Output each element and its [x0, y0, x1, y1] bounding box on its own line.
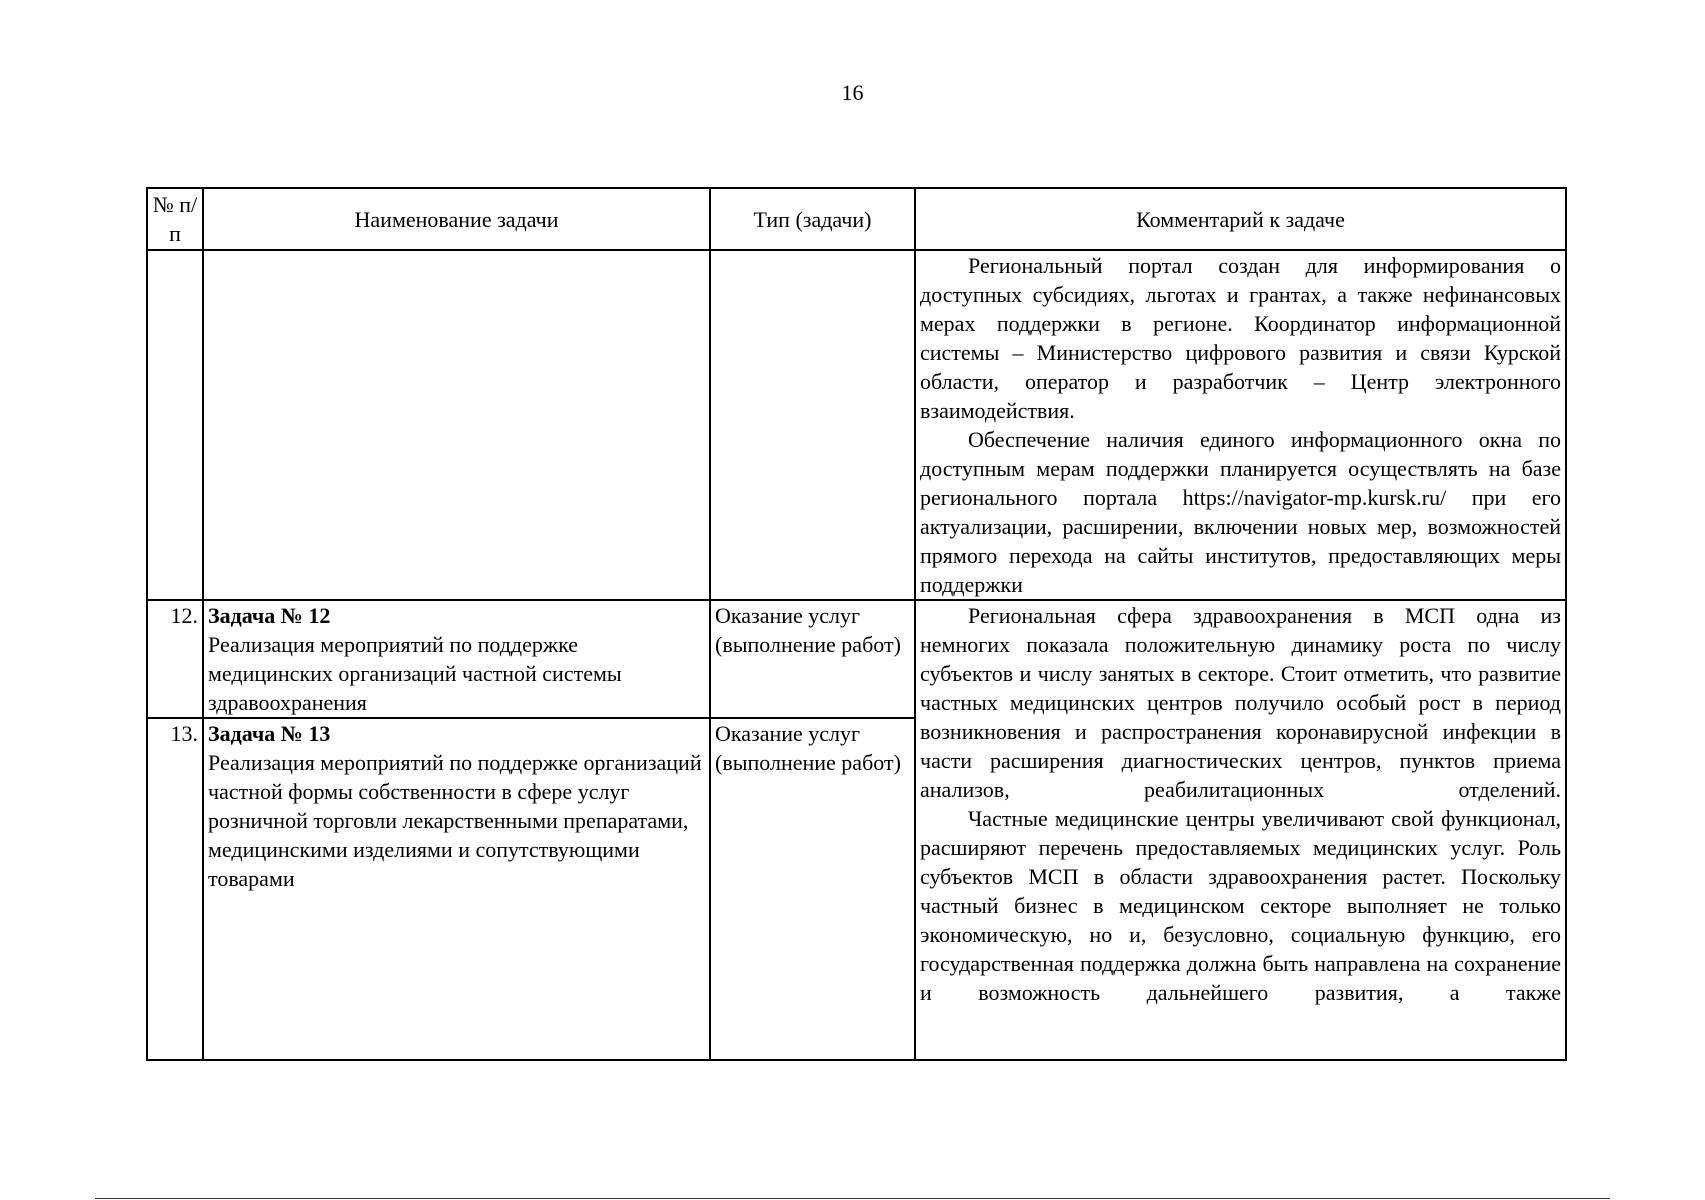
cell-num: 13.: [147, 718, 203, 1060]
task-title: Задача № 12: [208, 603, 331, 628]
header-comment: Комментарий к задаче: [915, 188, 1566, 250]
cell-type-empty: [710, 250, 915, 600]
comment-paragraph: Региональная сфера здравоохранения в МСП одна из немногих показала положительную динамику роста по числу субъектов и числу занятых в секторе. Стоит отметить, что развитие частных медицинских центров получило особый рост в период возникновения и распространения коронавирусной инфекции в части расширения диагностических центров, пунктов приема анализов, реабилитационных отделений.: [920, 603, 1561, 802]
task-description: Реализация мероприятий по поддержке организаций частной формы собственности в сфере услуг розничной торговли лекарственными препаратами, медицинскими изделиями и сопутствующими товарами: [208, 750, 702, 891]
cell-task-name: [203, 718, 710, 1060]
table-row-continued: [147, 250, 1566, 600]
table-row-task-12: [147, 600, 1566, 718]
task-title: Задача № 13: [208, 721, 331, 746]
comment-paragraph: Обеспечение наличия единого информационного окна по доступным мерам поддержки планируется осуществлять на базе регионального портала https://navigator-mp.kursk.ru/ при его актуализации, расширении, включении новых мер, возможностей прямого перехода на сайты институтов, предоставляющих меры поддержки: [920, 427, 1561, 597]
cell-num-empty: [147, 250, 203, 600]
cell-name-empty: [203, 250, 710, 600]
header-name: Наименование задачи: [203, 188, 710, 250]
cell-comment-continued: [915, 250, 1566, 600]
header-type: Тип (задачи): [710, 188, 915, 250]
cell-num: 12.: [147, 600, 203, 718]
cell-task-name: [203, 600, 710, 718]
cell-comment-shared: [915, 600, 1566, 1060]
table-header-row: [147, 188, 1566, 250]
task-description: Реализация мероприятий по поддержке медицинских организаций частной системы здравоохранения: [208, 632, 622, 715]
page-number: 16: [841, 80, 864, 105]
comment-paragraph: Частные медицинские центры увеличивают свой функционал, расширяют перечень предоставляемых медицинских услуг. Роль субъектов МСП в области здравоохранения растет. Поскольку частный бизнес в медицинском секторе выполняет не только экономическую, но и, безусловно, социальную функцию, его государственная поддержка должна быть направлена на сохранение и возможность дальнейшего развития, а также: [920, 806, 1561, 1005]
scan-bottom-edge: [95, 1198, 1610, 1199]
tasks-table: [146, 187, 1567, 1061]
header-num: № п/п: [147, 188, 203, 250]
cell-task-type: Оказание услуг (выполнение работ): [710, 718, 915, 1060]
comment-paragraph: Региональный портал создан для информирования о доступных субсидиях, льготах и грантах, а также нефинансовых мерах поддержки в регионе. Координатор информационной системы – Министерство цифрового развития и связи Курской области, оператор и разработчик – Центр электронного взаимодействия.: [920, 253, 1561, 423]
cell-task-type: Оказание услуг (выполнение работ): [710, 600, 915, 718]
